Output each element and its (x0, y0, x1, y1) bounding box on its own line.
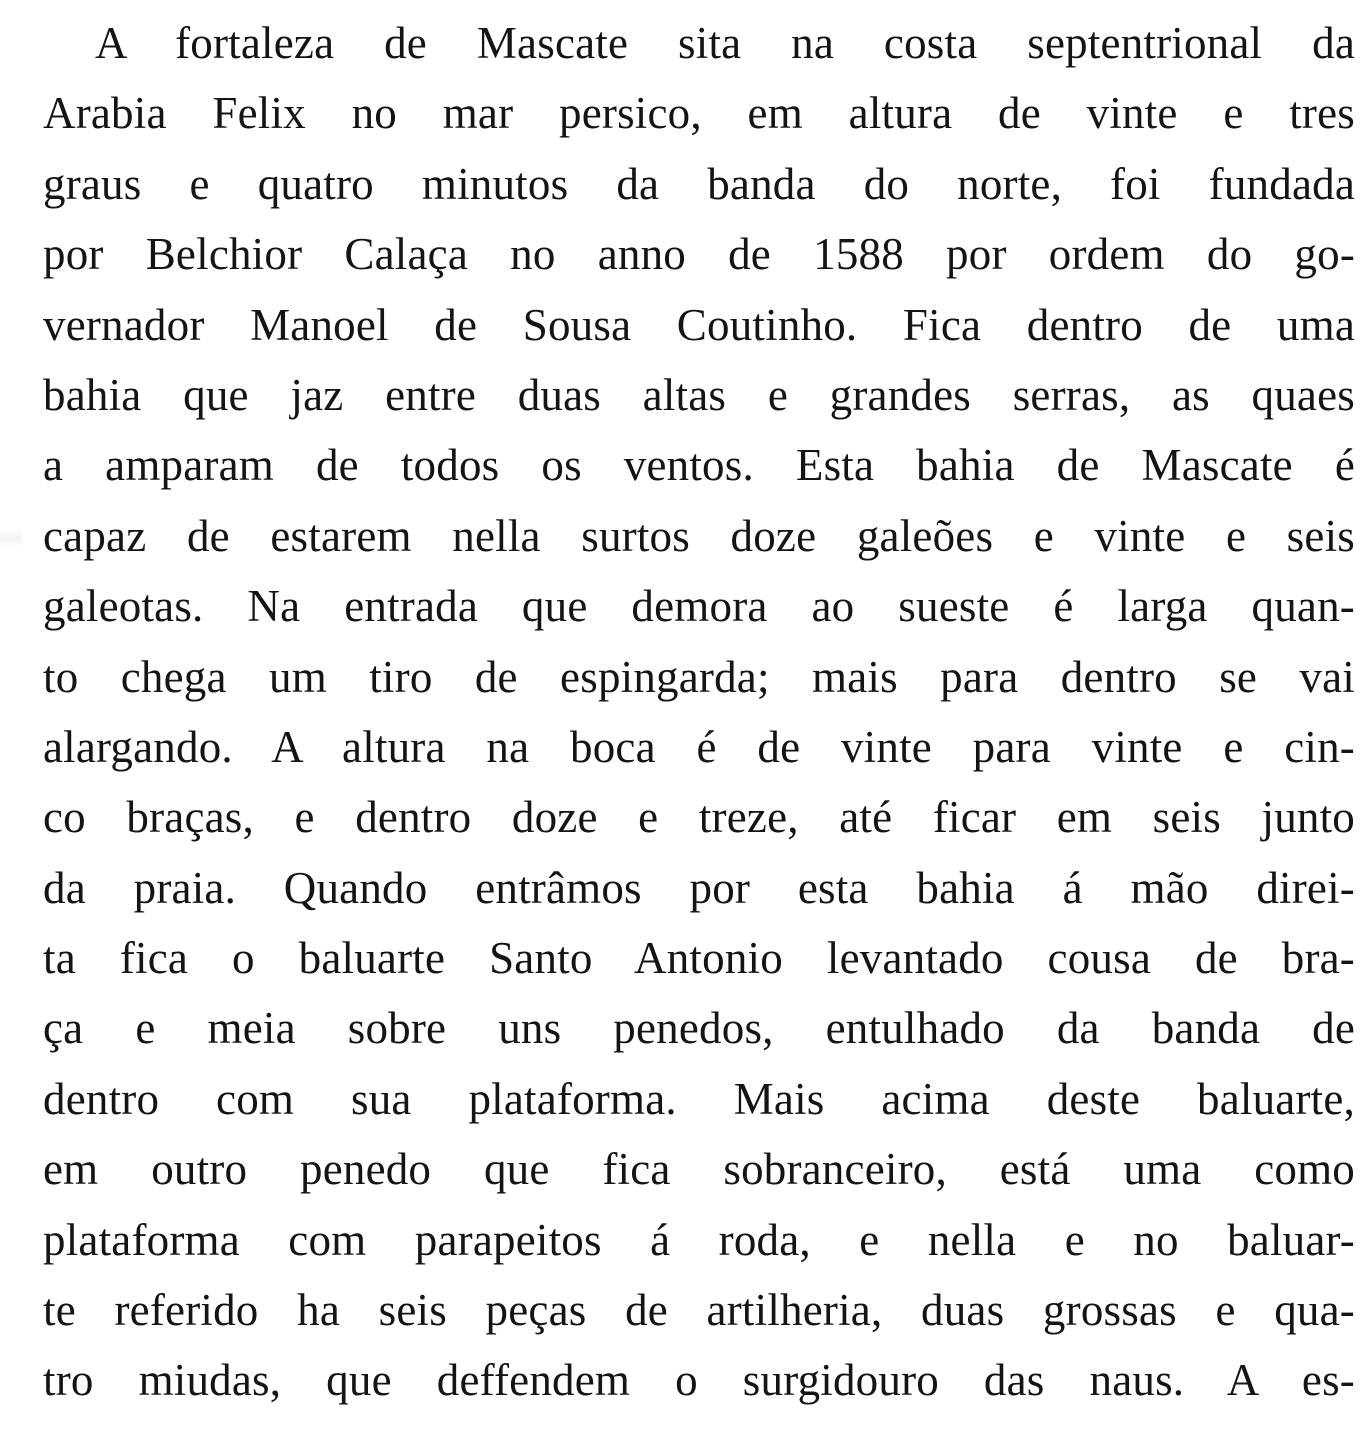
text-line: galeotas. Na entrada que demora ao sueste é larga quan- (43, 581, 1355, 632)
text-line: co braças, e dentro doze e treze, até ficar em seis junto (43, 792, 1355, 843)
text-line: A fortaleza de Mascate sita na costa septentrional da (95, 18, 1355, 68)
text-line: to chega um tiro de espingarda; mais para dentro se vai (43, 651, 1355, 702)
text-line: graus e quatro minutos da banda do norte, foi fundada (43, 158, 1355, 209)
text-line: da praia. Quando entrâmos por esta bahia á mão direi- (43, 862, 1355, 913)
text-line: ça e meia sobre uns penedos, entulhado da banda de (43, 1003, 1355, 1054)
text-line: ta fica o baluarte Santo Antonio levantado cousa de bra- (43, 933, 1355, 984)
text-line: em outro penedo que fica sobranceiro, está uma como (43, 1144, 1355, 1195)
text-line: por Belchior Calaça no anno de 1588 por ordem do go- (43, 229, 1355, 280)
text-line: alargando. A altura na boca é de vinte para vinte e cin- (43, 721, 1355, 772)
text-line: plataforma com parapeitos á roda, e nella e no baluar- (43, 1214, 1355, 1265)
text-line: tro miudas, que deffendem o surgidouro das naus. A es- (43, 1355, 1355, 1406)
text-line: te referido ha seis peças de artilheria, duas grossas e qua- (43, 1285, 1355, 1336)
text-line: dentro com sua plataforma. Mais acima deste baluarte, (43, 1073, 1355, 1124)
text-line: Arabia Felix no mar persico, em altura de vinte e tres (43, 88, 1355, 139)
text-line: capaz de estarem nella surtos doze galeões e vinte e seis (43, 510, 1355, 561)
body-paragraph (43, 8, 1355, 1416)
text-line: bahia que jaz entre duas altas e grandes serras, as quaes (43, 369, 1355, 420)
text-line: a amparam de todos os ventos. Esta bahia de Mascate é (43, 440, 1355, 491)
scan-edge-mark (0, 528, 22, 548)
text-line: vernador Manoel de Sousa Coutinho. Fica dentro de uma (43, 299, 1355, 350)
